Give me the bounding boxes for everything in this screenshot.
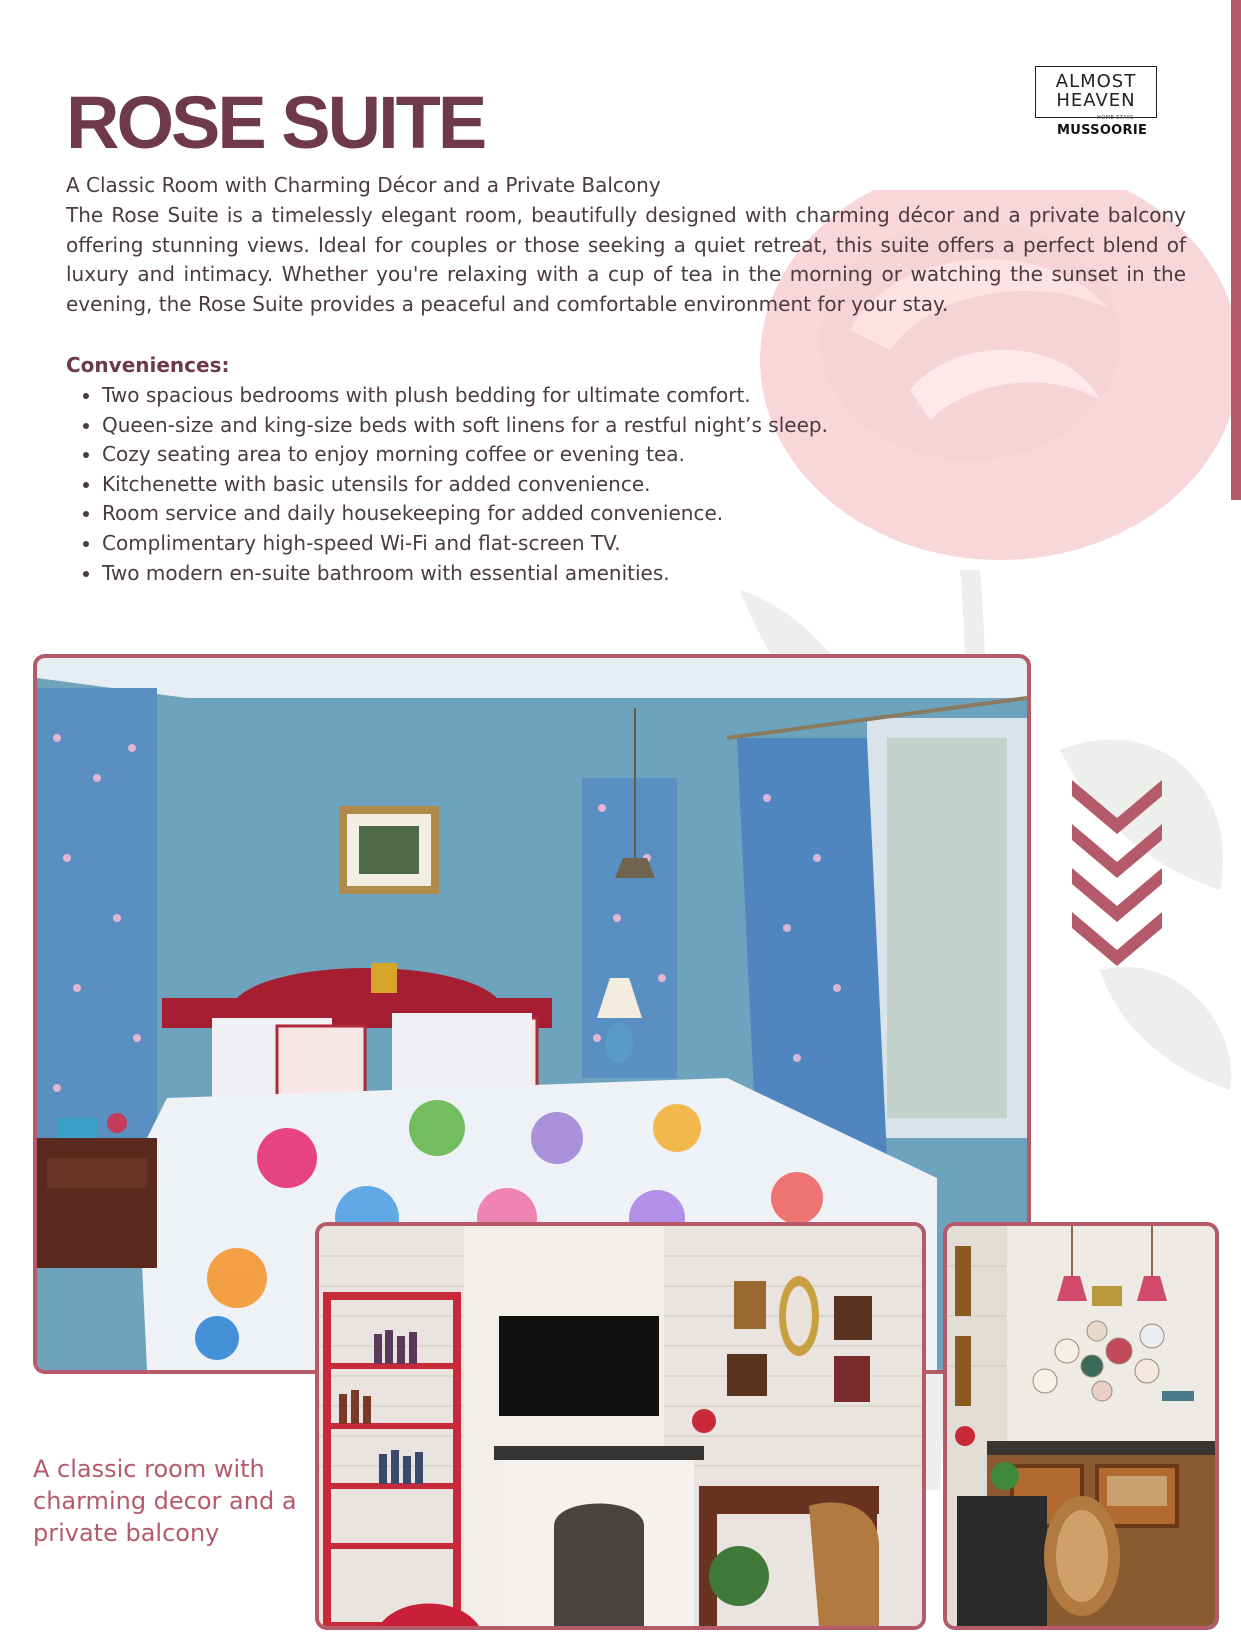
logo-tagline: HOME STAYS: [1097, 115, 1134, 121]
photo-caption: A classic room with charming decor and a private balcony: [33, 1455, 297, 1547]
logo-frame: [1035, 66, 1157, 118]
list-item: • Two spacious bedrooms with plush bedding for ultimate comfort.: [102, 381, 828, 411]
intro-paragraph: The Rose Suite is a timelessly elegant room, beautifully designed with charming décor and a private balcony offering stunning views. Ideal for couples or those seeking a quiet retreat, this suite offers a perfect blend of luxury and intimacy. Whether you're relaxing with a cup of tea in the morning or watching the sunset in the evening, the Rose Suite provides a peaceful and comfortable environment for your stay.: [66, 203, 1186, 316]
logo-line-2: HEAVEN: [1056, 90, 1136, 111]
list-item: • Room service and daily housekeeping for added convenience.: [102, 499, 828, 529]
conveniences-heading: Conveniences:: [66, 353, 230, 377]
conveniences-list: [66, 381, 828, 588]
page-subtitle: A Classic Room with Charming Décor and a Private Balcony: [66, 173, 661, 197]
logo-line-1: ALMOST: [1055, 71, 1137, 92]
list-item: • Queen-size and king-size beds with soft linens for a restful night’s sleep.: [102, 411, 828, 441]
living-room-photo: [315, 1222, 926, 1630]
dining-area-photo: [943, 1222, 1219, 1630]
brand-logo: [1035, 66, 1159, 140]
list-item: • Two modern en-suite bathroom with essential amenities.: [102, 559, 828, 589]
list-item: • Kitchenette with basic utensils for added convenience.: [102, 470, 828, 500]
page-title: ROSE SUITE: [66, 81, 485, 164]
logo-city: MUSSOORIE: [1057, 123, 1148, 138]
list-item: • Cozy seating area to enjoy morning coffee or evening tea.: [102, 440, 828, 470]
list-item: • Complimentary high-speed Wi-Fi and flat-screen TV.: [102, 529, 828, 559]
down-chevrons-icon: [1072, 780, 1162, 970]
